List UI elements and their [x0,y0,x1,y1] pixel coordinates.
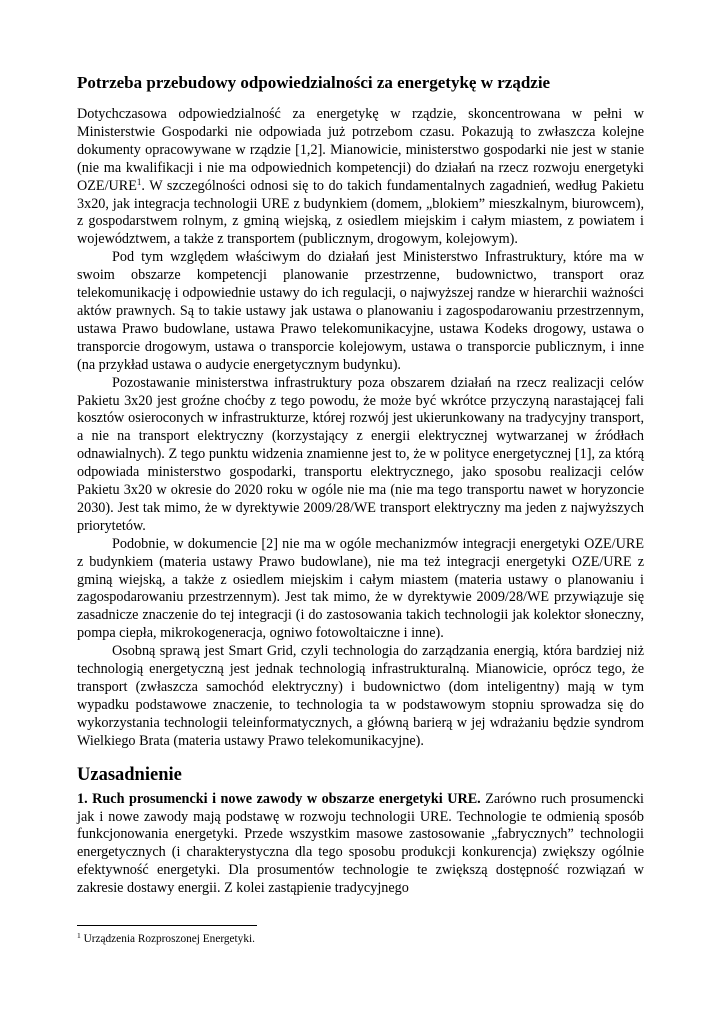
paragraph-5: Osobną sprawą jest Smart Grid, czyli technologia do zarządzania energią, która bardziej niż technologią energetyczną jest jednak technologią infrastrukturalną. Mianowicie, oprócz tego, że transport (zwłaszcza samochód elektryczny) i budownictwo (dom inteligentny) mają w tym wypadku podstawowe znaczenie, to technologia ta w podstawowym stopniu sprowadza się do wykorzystania technologii teleinformatycznych, a główną barierą w jej wdrażaniu będzie syndrom Wielkiego Brata (materia ustawy Prawo telekomunikacyjne). [77,643,644,749]
paragraph-3: Pozostawanie ministerstwa infrastruktury poza obszarem działań na rzecz realizacji celów Pakietu 3x20 jest groźne choćby z tego powodu, że może być wkrótce przyczyną narastającej fali kosztów osieroconych w infrastrukturze, której rozwój jest ukierunkowany na tradycyjny transport, a nie na transport elektryczny (korzystający z energii elektrycznej wytwarzanej w źródłach odnawialnych). Z tego punktu widzenia znamienne jest to, że w polityce energetycznej [1], za którą odpowiada ministerstwo gospodarki, transportu elektrycznego, jako sposobu realizacji celów Pakietu 3x20 w okresie do 2020 roku w ogóle nie ma (nie ma tego transportu nawet w horyzoncie 2030). Jest tak mimo, że w dyrektywie 2009/28/WE transport elektryczny ma jeden z najwyższych priorytetów. [77,374,644,534]
section-item-1-lead: 1. Ruch prosumencki i nowe zawody w obszarze energetyki URE. [77,790,481,807]
footnote-reference[interactable]: 1 [136,176,142,187]
footnote [77,932,255,946]
paragraph-4: Podobnie, w dokumencie [2] nie ma w ogóle mechanizmów integracji energetyki OZE/URE z budynkiem (materia ustawy Prawo budowlane), nie ma też integracji energetyki OZE/URE z gminą wiejską, a także z osiedlem miejskim i całym miastem (materia ustawy o planowaniu i zagospodarowaniu przestrzennym). Jest tak mimo, że w dyrektywie 2009/28/WE przywiązuje się zasadnicze znaczenie do tej integracji (i do zastosowania takich technologii jak kolektor słoneczny, pompa ciepła, mikrokogeneracja, ogniwo fotowoltaiczne i inne). [77,535,644,642]
document-page [77,72,644,1012]
footnote-text: Urządzenia Rozproszonej Energetyki. [80,933,255,945]
paragraph-2: Pod tym względem właściwym do działań jest Ministerstwo Infrastruktury, które ma w swoim obszarze kompetencji planowanie przestrzenne, budownictwo, transport oraz telekomunikację i odpowiednie ustawy do ich regulacji, o najwyższej randze w hierarchii ważności aktów prawnych. Są to takie ustawy jak ustawa o planowaniu i zagospodarowaniu przestrzennym, ustawa Prawo budowlane, ustawa Prawo telekomunikacyjne, ustawa Kodeks drogowy, ustawa o transporcie drogowym, ustawa o transporcie kolejowym, ustawa o transporcie publicznym, i inne (na przykład ustawa o audycie energetycznym budynku). [77,249,644,373]
section-item-1 [77,791,644,898]
document-title: Potrzeba przebudowy odpowiedzialności za energetykę w rządzie [77,73,551,92]
paragraph-1-text-a: Dotychczasowa odpowiedzialność za energetykę w rządzie, skoncentrowana w pełni w Ministerstwie Gospodarki nie odpowiada już potrzebom czasu. Pokazują to zwłaszcza kolejne dokumenty opracowywane w rządzie [1,2]. Mianowicie, ministerstwo gospodarki nie jest w stanie (nie ma kwalifikacji i nie ma odpowiednich kompetencji) do działań na rzecz rozwoju energetyki OZE/URE [77,106,644,194]
section-heading: Uzasadnienie [77,764,182,785]
footnote-divider [77,925,257,926]
section-item-1-text: Zarówno ruch prosumencki jak i nowe zawody mają podstawę w rozwoju technologii URE. Technologie te odmienią sposób funkcjonowania energetyki. Przede wszystkim masowe zastosowanie „fabrycznych” technologii energetycznych (i charakterystyczna dla tego sposobu produkcji konkurencja) zwiększy ogólnie efektywność energetyki. Dla prosumentów technologie te zwiększą dostępność rozwiązań w zakresie dostawy energii. Z kolei zastąpienie tradycyjnego [77,790,644,897]
footnote-mark: 1 [77,931,81,940]
paragraph-1-text-b: . W szczególności odnosi się to do takich fundamentalnych zagadnień, według Pakietu 3x20, jak integracja technologii URE z budynkiem (domem, „blokiem” mieszkalnym, biurowcem), z gospodarstwem rolnym, z gminą wiejską, z osiedlem miejskim i całym miastem, z powiatem i województwem, a także z transportem (publicznym, drogowym, kolejowym). [77,177,644,248]
paragraph-1 [77,106,644,249]
